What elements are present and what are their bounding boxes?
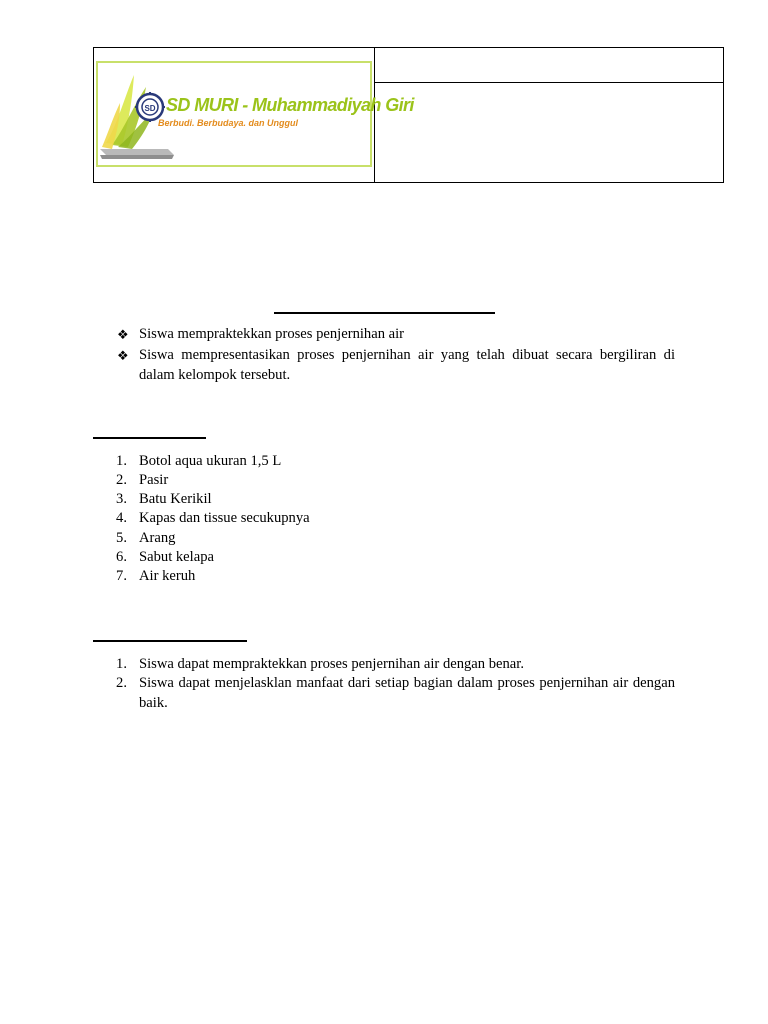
school-name: SD MURI - Muhammadiyah Giri bbox=[166, 95, 414, 115]
list-number: 1. bbox=[116, 656, 127, 672]
activity-item: Siswa mempraktekkan proses penjernihan air bbox=[139, 326, 405, 342]
list-number: 3. bbox=[116, 491, 127, 507]
list-number: 4. bbox=[116, 510, 127, 526]
school-motto: Berbudi. Berbudaya. dan Unggul bbox=[158, 118, 299, 128]
materials-item: Arang bbox=[139, 530, 176, 546]
list-number: 2. bbox=[116, 675, 127, 691]
table-divider-horizontal bbox=[374, 82, 723, 83]
svg-text:SD: SD bbox=[144, 104, 156, 113]
objectives-item: Siswa dapat mempraktekkan proses penjernihan air dengan benar. bbox=[139, 656, 524, 672]
list-number: 2. bbox=[116, 472, 127, 488]
activity-item: Siswa mempresentasikan proses penjernihan air yang telah dibuat secara bergiliran di dalam kelompok tersebut. bbox=[139, 347, 675, 383]
materials-item: Botol aqua ukuran 1,5 L bbox=[139, 453, 282, 469]
materials-item: Kapas dan tissue secukupnya bbox=[139, 510, 310, 526]
list-number: 5. bbox=[116, 530, 127, 546]
materials-item: Sabut kelapa bbox=[139, 549, 214, 565]
logo-graphic bbox=[98, 63, 374, 169]
materials-heading-underline bbox=[93, 437, 206, 439]
list-number: 7. bbox=[116, 568, 127, 584]
materials-item: Batu Kerikil bbox=[139, 491, 212, 507]
school-logo bbox=[96, 61, 414, 167]
materials-item: Air keruh bbox=[139, 568, 196, 584]
objectives-item: Siswa dapat menjelasklan manfaat dari setiap bagian dalam proses penjernihan air dengan baik. bbox=[139, 675, 675, 711]
list-number: 1. bbox=[116, 453, 127, 469]
header-table bbox=[93, 47, 724, 183]
diamond-bullet-icon: ❖ bbox=[117, 327, 129, 342]
list-number: 6. bbox=[116, 549, 127, 565]
materials-item: Pasir bbox=[139, 472, 169, 488]
activity-heading-underline bbox=[274, 312, 495, 314]
objectives-heading-underline bbox=[93, 640, 247, 642]
diamond-bullet-icon: ❖ bbox=[117, 348, 129, 363]
